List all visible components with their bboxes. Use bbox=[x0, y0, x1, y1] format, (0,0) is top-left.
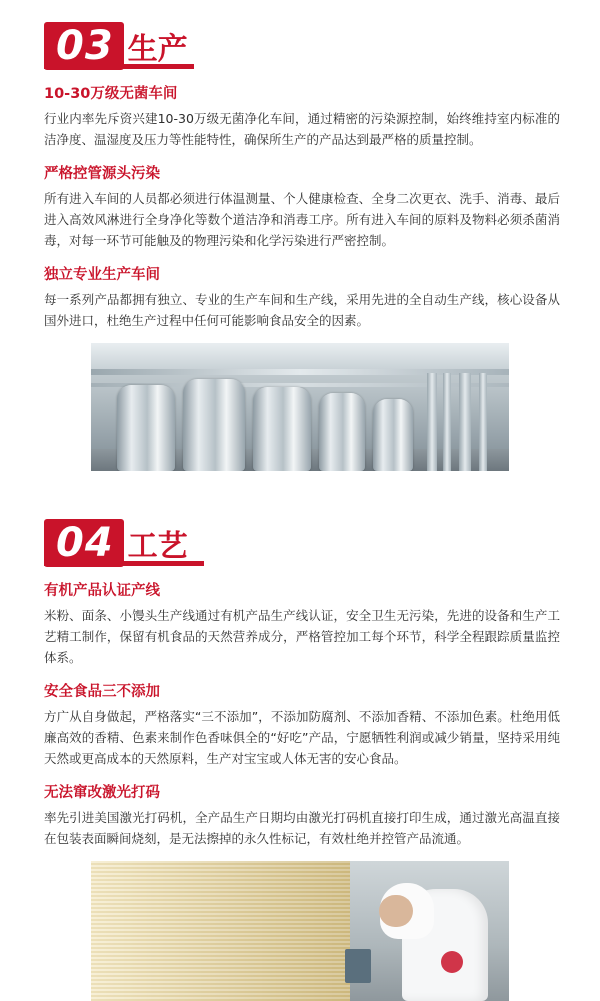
subheading-03-2: 严格控管源头污染 bbox=[44, 166, 160, 182]
subheading-04-1: 有机产品认证产线 bbox=[44, 583, 160, 599]
paragraph-03-2: 所有进入车间的人员都必须进行体温测量、个人健康检查、全身二次更衣、洗手、消毒、最后进入高效风淋进行全身净化等数个道洁净和消毒工序。所有进入车间的原料及物料必须杀菌消毒，对每一环节可能触及的物理污染和化学污染进行严密控制。 bbox=[44, 191, 560, 248]
section-image-04 bbox=[91, 861, 509, 1001]
image-noodles bbox=[91, 861, 350, 1001]
section-number-badge-03: 03 bbox=[44, 22, 124, 70]
image-pipe-vertical-2 bbox=[443, 373, 451, 471]
subheading-03-1: 10-30万级无菌车间 bbox=[44, 86, 178, 102]
paragraph-04-2: 方广从自身做起，严格落实“三不添加”，不添加防腐剂、不添加香精、不添加色素。杜绝用低廉高效的香精、色素来制作色香味俱全的“好吃”产品，宁愿牺牲利润或减少销量，坚持采用纯天然或更高成本的天然原料，生产对宝宝或人体无害的安心食品。 bbox=[44, 709, 560, 766]
document-page bbox=[0, 14, 600, 877]
section-image-03 bbox=[91, 343, 509, 471]
section-title-04: 工艺 bbox=[127, 529, 188, 564]
section-content-03 bbox=[0, 84, 600, 331]
section-title-03: 生产 bbox=[127, 32, 188, 67]
image-tank-2 bbox=[183, 379, 245, 471]
paragraph-03-1: 行业内率先斥资兴建10-30万级无菌净化车间，通过精密的污染源控制，始终维持室内标准的洁净度、温湿度及压力等性能特性，确保所生产的产品达到最严格的质量控制。 bbox=[44, 111, 560, 147]
section-content-04 bbox=[0, 581, 600, 849]
section-heading-04 bbox=[0, 511, 600, 567]
image-worker-face bbox=[379, 895, 413, 927]
image-tank-1 bbox=[117, 385, 175, 471]
paragraph-04-3: 率先引进美国激光打码机，全产品生产日期均由激光打码机直接打印生成，通过激光高温直接在包装表面瞬间烧刻，是无法擦掉的永久性标记，有效杜绝并控管产品流通。 bbox=[44, 810, 560, 846]
image-ceiling bbox=[91, 343, 509, 369]
section-number-badge-04: 04 bbox=[44, 519, 124, 567]
paragraph-04-1: 米粉、面条、小馒头生产线通过有机产品生产线认证，安全卫生无污染，先进的设备和生产工艺精工制作，保留有机食品的天然营养成分，严格管控加工每个环节，科学全程跟踪质量监控体系。 bbox=[44, 608, 560, 665]
subheading-04-3: 无法窜改激光打码 bbox=[44, 785, 160, 801]
image-pipe-vertical-1 bbox=[427, 373, 437, 471]
image-pipe-vertical-4 bbox=[479, 373, 487, 471]
image-tank-4 bbox=[319, 393, 365, 471]
image-company-logo bbox=[441, 951, 463, 973]
image-tank-5 bbox=[373, 399, 413, 471]
subheading-03-3: 独立专业生产车间 bbox=[44, 267, 160, 283]
paragraph-03-3: 每一系列产品都拥有独立、专业的生产车间和生产线，采用先进的全自动生产线，核心设备从国外进口，杜绝生产过程中任何可能影响食品安全的因素。 bbox=[44, 292, 560, 328]
image-equipment-box bbox=[345, 949, 371, 983]
section-heading-03 bbox=[0, 14, 600, 70]
image-pipe-vertical-3 bbox=[459, 373, 471, 471]
subheading-04-2: 安全食品三不添加 bbox=[44, 684, 160, 700]
image-tank-3 bbox=[253, 387, 311, 471]
